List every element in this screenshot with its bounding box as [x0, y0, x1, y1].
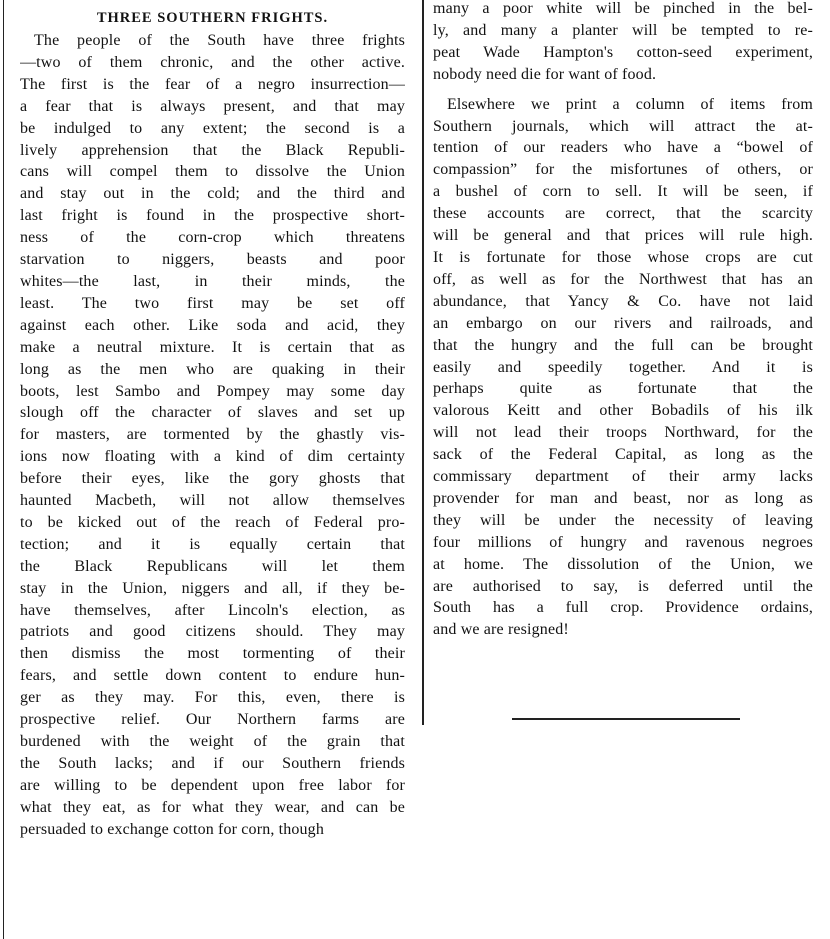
text-line: tention of our readers who have a “bowel of	[433, 139, 813, 157]
text-line: It is fortunate for those whose crops are cut	[433, 248, 813, 266]
article-end-rule	[512, 718, 740, 720]
text-line: ly, and many a planter will be tempted to re-	[433, 21, 813, 39]
text-line: the Black Republicans will let them	[20, 557, 405, 575]
text-line: provender for man and beast, nor as long as	[433, 489, 813, 507]
text-line: burdened with the weight of the grain that	[20, 733, 405, 750]
text-line: sack of the Federal Capital, as long as the	[433, 446, 813, 464]
text-line: The people of the South have three frights	[34, 32, 405, 49]
text-line: to be kicked out of the reach of Federal pro-	[20, 513, 405, 531]
text-line: —two of them chronic, and the other active.	[20, 53, 405, 71]
text-line: Elsewhere we print a column of items from	[447, 95, 813, 113]
text-line: are willing to be dependent upon free labor for	[20, 776, 405, 794]
left-column-rule	[3, 0, 4, 939]
text-line: four millions of hungry and ravenous negroes	[433, 533, 813, 551]
text-line: prospective relief. Our Northern farms are	[20, 711, 405, 729]
text-line: long as the men who are quaking in their	[20, 360, 405, 378]
left-column-text	[20, 30, 405, 841]
text-line: slough off the character of slaves and set up	[20, 404, 405, 422]
text-line: persuaded to exchange cotton for corn, though	[20, 820, 324, 838]
text-line: least. The two first may be set off	[20, 294, 405, 312]
text-line: the South lacks; and if our Southern friends	[20, 754, 405, 772]
text-line: peat Wade Hampton's cotton-seed experiment,	[433, 43, 813, 61]
text-line: last fright is found in the prospective short-	[20, 207, 405, 225]
text-line: these accounts are correct, that the scarcity	[433, 205, 813, 223]
text-line: they will be under the necessity of leaving	[433, 511, 813, 529]
text-line: The first is the fear of a negro insurrection—	[20, 75, 405, 93]
text-line: lively apprehension that the Black Republi-	[20, 141, 405, 159]
text-line: at home. The dissolution of the Union, we	[433, 555, 813, 573]
text-line: ness of the corn-crop which threatens	[20, 229, 405, 247]
text-line: against each other. Like soda and acid, they	[20, 316, 405, 334]
text-line: a bushel of corn to sell. It will be seen, if	[433, 183, 813, 201]
text-line: off, as well as for the Northwest that has an	[433, 270, 813, 288]
text-line: abundance, that Yancy & Co. have not laid	[433, 292, 813, 310]
text-line: stay in the Union, niggers and all, if they be-	[20, 579, 405, 597]
text-line: will not lead their troops Northward, for the	[433, 424, 813, 442]
text-line: then dismiss the most tormenting of their	[20, 645, 405, 663]
text-line: ger as they may. For this, even, there is	[20, 689, 405, 707]
text-line: and stay out in the cold; and the third and	[20, 185, 405, 203]
text-line: tection; and it is equally certain that	[20, 535, 405, 553]
text-line: many a poor white will be pinched in the bel-	[433, 0, 813, 17]
text-line: Southern journals, which will attract the at-	[433, 117, 813, 135]
right-column	[433, 0, 813, 641]
text-line: valorous Keitt and other Bobadils of his ilk	[433, 402, 813, 420]
text-line: have themselves, after Lincoln's election, as	[20, 601, 405, 619]
right-column-paragraph-1	[433, 0, 813, 86]
text-line: before their eyes, like the gory ghosts that	[20, 470, 405, 488]
left-column	[20, 8, 405, 841]
text-line: and we are resigned!	[433, 621, 569, 639]
right-column-paragraph-2	[433, 94, 813, 642]
text-line: make a neutral mixture. It is certain that as	[20, 338, 405, 356]
text-line: whites—the last, in their minds, the	[20, 272, 405, 290]
text-line: easily and speedily together. And it is	[433, 358, 813, 376]
text-line: starvation to niggers, beasts and poor	[20, 251, 405, 269]
text-line: will be general and that prices will rule high.	[433, 227, 813, 245]
text-line: fears, and settle down content to endure hun-	[20, 667, 405, 685]
text-line: commissary department of their army lacks	[433, 468, 813, 486]
text-line: that the hungry and the full can be brought	[433, 336, 813, 354]
article-headline: THREE SOUTHERN FRIGHTS.	[96, 10, 329, 26]
text-line: ions now floating with a kind of dim certainty	[20, 448, 405, 466]
text-line: South has a full crop. Providence ordains,	[433, 599, 813, 617]
text-line: be indulged to any extent; the second is a	[20, 119, 405, 137]
paragraph-gap	[433, 86, 813, 94]
text-line: cans will compel them to dissolve the Union	[20, 163, 405, 181]
text-line: patriots and good citizens should. They may	[20, 623, 405, 641]
text-line: compassion” for the misfortunes of others, or	[433, 161, 813, 179]
text-line: nobody need die for want of food.	[433, 65, 657, 83]
text-line: haunted Macbeth, will not allow themselves	[20, 492, 405, 510]
text-line: what they eat, as for what they wear, and can be	[20, 798, 405, 816]
text-line: boots, lest Sambo and Pompey may some day	[20, 382, 405, 400]
text-line: a fear that is always present, and that may	[20, 97, 405, 115]
column-divider-rule	[422, 0, 424, 725]
text-line: for masters, are tormented by the ghastly vis-	[20, 426, 405, 444]
text-line: an embargo on our rivers and railroads, and	[433, 314, 813, 332]
text-line: are authorised to say, is deferred until the	[433, 577, 813, 595]
text-line: perhaps quite as fortunate that the	[433, 380, 813, 398]
